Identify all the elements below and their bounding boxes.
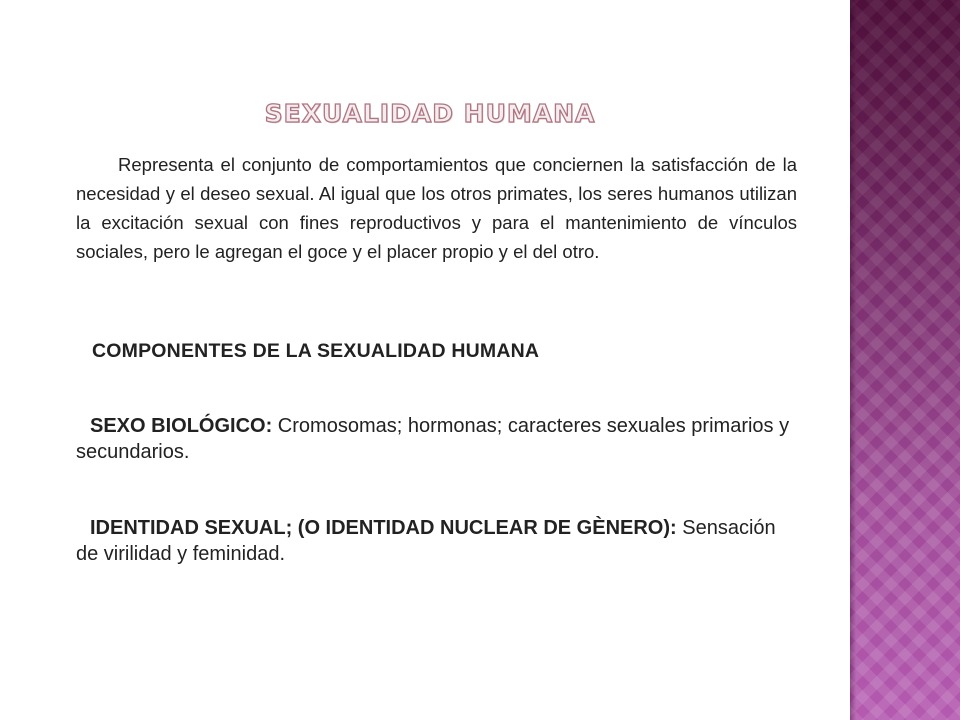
component-item-sexo-biologico [76,413,797,465]
component-item-identidad-sexual [76,515,797,567]
component-term: SEXO BIOLÓGICO: [90,415,273,437]
component-description: Sensación de virilidad y feminidad. [76,517,776,565]
slide-title: SEXUALIDAD HUMANA [264,98,596,128]
component-term: IDENTIDAD SEXUAL; (O IDENTIDAD NUCLEAR DE GÈNERO): [90,517,677,539]
intro-paragraph: Representa el conjunto de comportamientos que conciernen la satisfacción de la necesidad y el deseo sexual. Al igual que los otros primates, los seres humanos utilizan la excitación sexual con fines reproductivos y para el mantenimiento de vínculos sociales, pero le agregan el goce y el placer propio y el del otro. [76,154,797,262]
component-description: Cromosomas; hormonas; caracteres sexuales primarios y secundarios. [76,415,790,463]
decorative-side-panel [850,0,960,720]
section-heading: COMPONENTES DE LA SEXUALIDAD HUMANA [92,340,540,362]
